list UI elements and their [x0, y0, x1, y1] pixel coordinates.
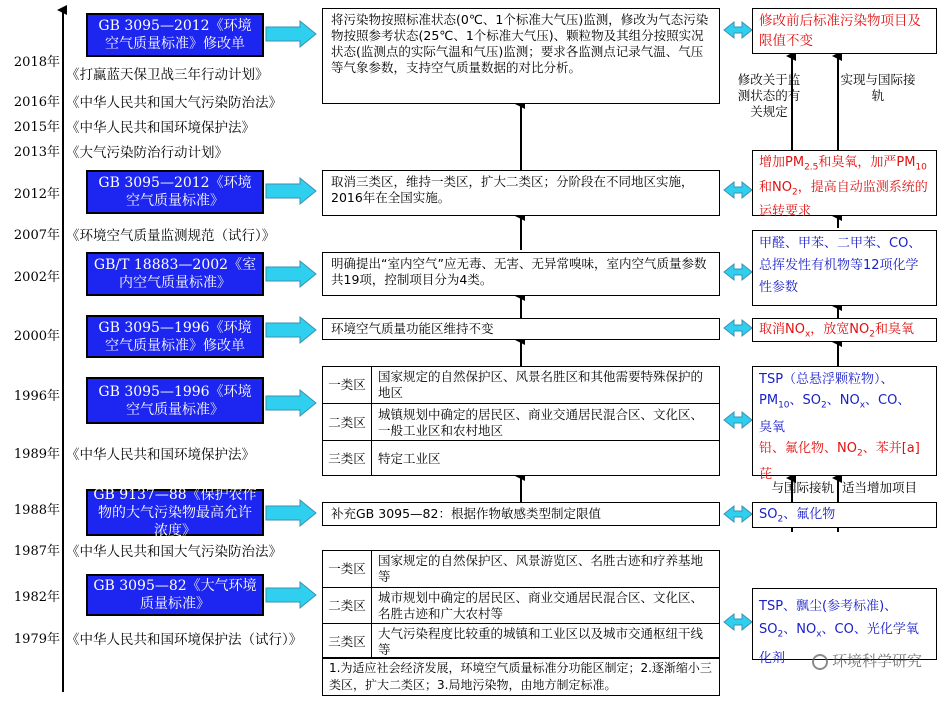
standard-2002: GB/T 18883—2002《室内空气质量标准》 — [86, 252, 264, 296]
law-2015: 《中华人民共和国环境保护法》 — [66, 120, 255, 136]
sub: 10 — [778, 400, 790, 411]
content-2012: 取消三类区，维持一类区，扩大二类区；分阶段在不同地区实施，2016年在全国实施。 — [322, 170, 720, 216]
year-label: 2018年 — [13, 55, 60, 70]
t: SO — [759, 507, 778, 522]
year-label: 1982年 — [13, 590, 60, 605]
r1982-line-1: TSP、飘尘(参考标准)、 — [759, 599, 898, 614]
zone-1982-row-2 — [323, 587, 719, 624]
sub: x — [804, 329, 811, 340]
law-2016: 《中华人民共和国大气污染防治法》 — [66, 95, 282, 111]
standard-2018: GB 3095—2012《环境空气质量标准》修改单 — [86, 13, 264, 57]
law-2018: 《打赢蓝天保卫战三年行动计划》 — [66, 67, 269, 83]
t: 铅、氟化物、NO — [759, 440, 857, 456]
t: 和臭氧，加严PM — [818, 155, 916, 170]
zone-1996-row-1 — [323, 367, 719, 403]
r1996-line-2 — [759, 390, 930, 417]
zone-text: 特定工业区 — [378, 450, 441, 466]
zone-label: 一类区 — [323, 551, 372, 587]
year-label: 1988年 — [13, 503, 60, 518]
zone-label: 二类区 — [323, 404, 372, 441]
sub: 10 — [915, 162, 927, 173]
law-1989: 《中华人民共和国环境保护法》 — [66, 447, 255, 463]
cyan-arrow-1996 — [266, 390, 316, 416]
r1996-line-1: TSP（总悬浮颗粒物）、 — [759, 372, 894, 387]
year-label: 2007年 — [13, 228, 60, 243]
double-arrow-1982 — [724, 614, 752, 630]
t: 、NO — [783, 622, 817, 637]
double-arrow-2012 — [724, 182, 752, 198]
double-arrow-2002 — [724, 264, 752, 280]
cyan-arrow-1982 — [266, 582, 316, 608]
note-international: 实现与国际接轨 — [840, 72, 916, 103]
cyan-arrow-2000 — [266, 317, 316, 343]
cyan-arrow-2012 — [266, 178, 316, 204]
double-arrow-1988 — [724, 506, 752, 522]
standard-1982: GB 3095—82《大气环境质量标准》 — [86, 574, 264, 616]
zones-1996 — [322, 366, 720, 476]
right-1988 — [752, 502, 937, 528]
law-1979: 《中华人民共和国环境保护法（试行）》 — [66, 632, 303, 648]
zone-label: 三类区 — [323, 624, 372, 659]
t: 和NO — [759, 179, 792, 195]
note-monitoring-state: 修改关于监测状态的有关规定 — [737, 72, 801, 119]
r1996-line-3: 臭氧 — [759, 419, 786, 435]
t: PM — [759, 393, 779, 408]
year-label: 2000年 — [13, 329, 60, 344]
content-2000: 环境空气质量功能区维持不变 — [322, 318, 720, 340]
zone-label: 二类区 — [323, 588, 372, 624]
t: ，提高自动监测系统的运转要求 — [759, 179, 928, 220]
t: 、CO、光化学氧化剂 — [759, 622, 919, 666]
zone-label: 一类区 — [323, 367, 372, 403]
t: 、SO — [789, 393, 822, 408]
cyan-arrow-1988 — [266, 500, 316, 526]
t: 取消NO — [759, 322, 805, 337]
zone-text: 国家规定的自然保护区、风景游览区、名胜古迹和疗养基地等 — [378, 553, 704, 584]
t: 、氟化物 — [783, 507, 836, 522]
double-arrow-2000 — [724, 320, 752, 336]
double-arrow-1996 — [724, 412, 752, 428]
t: ，放宽NO — [810, 322, 870, 337]
zone-text: 国家规定的自然保护区、风景名胜区和其他需要特殊保护的地区 — [378, 369, 704, 400]
year-label: 2016年 — [13, 95, 60, 110]
zones-1982 — [322, 550, 720, 658]
t: SO — [759, 622, 778, 637]
zone-1982-row-3 — [323, 623, 719, 659]
note-add-items: 适当增加项目 — [842, 480, 918, 495]
standard-1996: GB 3095—1996《环境空气质量标准》 — [86, 377, 264, 424]
t: 和臭氧 — [875, 322, 915, 337]
t: 增加PM — [759, 155, 805, 170]
right-2018: 修改前后标准污染物项目及限值不变 — [752, 8, 937, 54]
t: 、苯并[a]芘 — [759, 440, 920, 483]
zone-label: 三类区 — [323, 441, 372, 476]
cyan-arrow-2018 — [266, 21, 316, 47]
year-label: 1987年 — [13, 544, 60, 559]
zone-1982-row-1 — [323, 551, 719, 587]
sub: 2 — [856, 448, 863, 459]
year-label: 2002年 — [13, 270, 60, 285]
sub: 2 — [791, 187, 798, 198]
law-1987: 《中华人民共和国大气污染防治法》 — [66, 544, 282, 560]
standard-2000: GB 3095—1996《环境空气质量标准》修改单 — [86, 315, 264, 358]
year-label: 2015年 — [13, 120, 60, 135]
watermark — [812, 650, 922, 671]
year-label: 1989年 — [13, 447, 60, 462]
zone-text: 城镇规划中确定的居民区、商业交通居民混合区、文化区、一般工业区和农村地区 — [378, 406, 704, 438]
zone-text: 城市规划中确定的居民区、商业交通居民混合区、文化区、名胜古迹和广大农村等 — [378, 590, 704, 621]
right-2000 — [752, 318, 937, 342]
t: 、CO、 — [865, 393, 911, 408]
content-1982-note: 1.为适应社会经济发展，环境空气质量标准分功能区制定；2.逐渐缩小三类区，扩大二类区；3.局地污染物，由地方制定标准。 — [322, 658, 720, 696]
zone-1996-row-3 — [323, 440, 719, 476]
law-2013: 《大气污染防治行动计划》 — [66, 145, 228, 161]
standard-2012: GB 3095—2012《环境空气质量标准》 — [86, 170, 264, 214]
year-label: 2013年 — [13, 145, 60, 160]
sub: 2 — [777, 629, 784, 640]
content-2002: 明确提出“室内空气”应无毒、无害、无异常嗅味，室内空气质量参数共19项，控制项目分为4类。 — [322, 252, 720, 296]
year-label: 1996年 — [13, 389, 60, 404]
year-label: 2012年 — [13, 187, 60, 202]
right-1996 — [752, 366, 937, 483]
t: 、NO — [826, 393, 860, 408]
r1996-line-4 — [759, 438, 930, 486]
sub: 2.5 — [804, 162, 819, 173]
wechat-icon — [812, 654, 828, 670]
standard-1988: GB 9137—88《保护农作物的大气污染物最高允许浓度》 — [86, 489, 264, 536]
zone-1996-row-2 — [323, 403, 719, 441]
watermark-text: 环境科学研究 — [832, 652, 923, 670]
note-international-2: 与国际接轨 — [771, 480, 834, 495]
right-2002: 甲醛、甲苯、二甲苯、CO、总挥发性有机物等12项化学性参数 — [752, 230, 937, 306]
sub: x — [859, 400, 866, 411]
sub: 2 — [869, 329, 875, 340]
content-2018: 将污染物按照标准状态(0℃、1个标准大气压)监测，修改为气态污染物按照参考状态(25℃、1个标准大气压)、颗粒物及其组分按照实况状态(监测点的实际气温和气压)监测；要求各监测点记录气温、气压等气象参数，支持空气质量数据的对比分析。 — [322, 8, 720, 104]
cyan-arrow-2002 — [266, 261, 316, 287]
sub: 2 — [821, 400, 827, 411]
zone-text: 大气污染程度比较重的城镇和工业区以及城市交通枢纽干线等 — [378, 625, 704, 657]
sub: 2 — [777, 514, 784, 525]
sub: x — [816, 629, 822, 640]
content-1988: 补充GB 3095—82：根据作物敏感类型制定限值 — [322, 502, 720, 526]
law-2007: 《环境空气质量监测规范（试行）》 — [66, 228, 276, 244]
right-2012 — [752, 150, 937, 220]
double-arrow-2018 — [724, 22, 752, 38]
year-label: 1979年 — [13, 632, 60, 647]
